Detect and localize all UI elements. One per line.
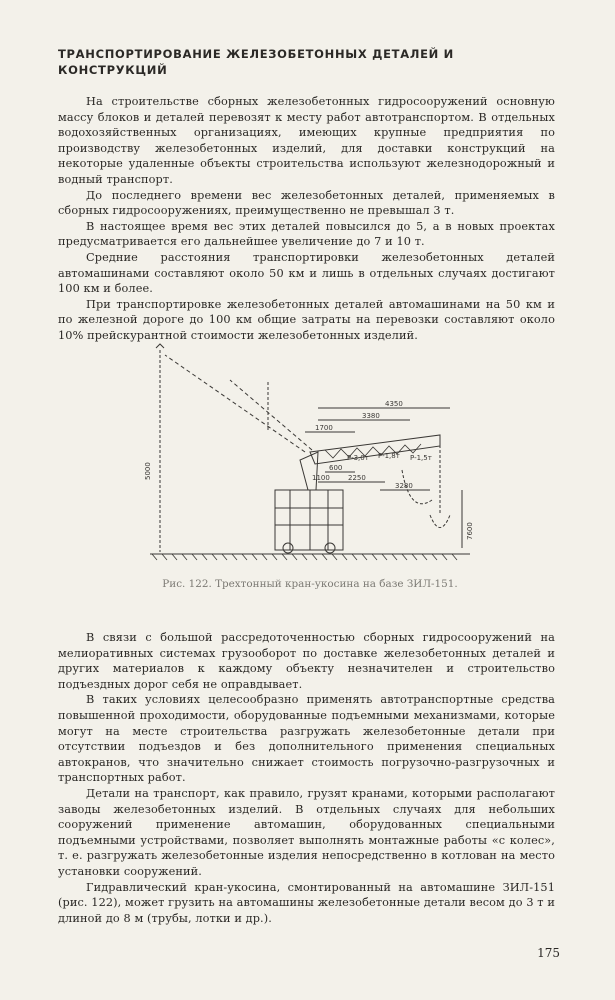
paragraph: До последнего времени вес железобетонных деталей, применяемых в сборных гидросооружениях, преимущественно не превышал 3 т. [58,188,555,218]
page-number: 175 [537,946,560,960]
crane-drawing [140,340,480,575]
dim-label: 5000 [144,462,152,480]
paragraph: На строительстве сборных железобетонных гидросооружений основную массу блоков и деталей перевозят к месту работ автотранспортом. В отдельных водохозяйственных организациях, имеющих крупные предприятия по производству железобетонных изделий, для доставки конструкций на некоторые удаленные объекты строительства используют железнодорожный и водный транспорт. [58,95,555,186]
wheel [325,543,335,553]
dim-label: 2250 [348,474,366,482]
dim-label: 7600 [466,522,474,540]
body-text-bottom [58,630,555,926]
load-label: P-3,0т [347,454,369,462]
figure-caption: Рис. 122. Трехтонный кран-укосина на базе ЗИЛ-151. [162,578,458,590]
load-label: P-1,8т [378,452,400,460]
section-heading: ТРАНСПОРТИРОВАНИЕ ЖЕЛЕЗОБЕТОННЫХ ДЕТАЛЕЙ И КОНСТРУКЦИЙ [58,47,454,77]
dim-label: 3380 [362,412,380,420]
load-label: P-1,5т [410,454,432,462]
paragraph: Гидравлический кран-укосина, смонтированный на автомашине ЗИЛ-151 (рис. 122), может грузить на автомашины железобетонные детали весом до 3 т и длиной до 8 м (трубы, лотки и др.). [58,880,555,925]
paragraph: В настоящее время вес этих деталей повысился до 5, а в новых проектах предусматривается его дальнейшее увеличение до 7 и 10 т. [58,219,555,249]
paragraph: Детали на транспорт, как правило, грузят кранами, которыми располагают заводы железобетонных изделий. В отдельных случаях для небольших сооружений применение автомашин, оборудованных специальными подъемными устройствами, позволяет выполнять монтажные работы «с колес», т. е. разгружать железобетонные изделия непосредственно в котлован на место установки сооружений. [58,786,555,878]
dim-label: 600 [329,464,343,472]
paragraph: В таких условиях целесообразно применять автотранспортные средства повышенной проходимости, оборудованные подъемными механизмами, которые могут на месте строительства разгружать железобетонные детали при отсутствии подъездов и без дополнительного применения специальных автокранов, что значительно снижает стоимость погрузочно-разгрузочных и транспортных работ. [58,693,555,785]
dim-label: 1100 [312,474,330,482]
crane-drawing-figure [140,340,480,575]
paragraph: В связи с большой рассредоточенностью сборных гидросооружений на мелиоративных системах грузооборот по доставке железобетонных деталей и других материалов к каждому объекту незначителен и строительство подъездных дорог себя не оправдывает. [58,631,555,691]
dim-label: 3280 [395,482,413,490]
paragraph: При транспортировке железобетонных деталей автомашинами на 50 км и по железной дороге до 100 км общие затраты на перевозки составляют около 10% прейскурантной стоимости железобетонных изделий. [58,297,555,342]
body-text-top [58,94,555,344]
truck-body [275,490,343,550]
dim-label: 1700 [315,424,333,432]
crane-mast [300,452,318,490]
swing-arc [430,515,450,528]
height-marker [156,344,164,348]
ground-hatch [152,554,457,560]
paragraph: Средние расстояния транспортировки железобетонных деталей автомашинами составляют около 50 км и лишь в отдельных случаях достигают 100 км и более. [58,250,555,296]
dim-label: 4350 [385,400,403,408]
raised-boom-position [165,355,305,452]
wheel [283,543,293,553]
